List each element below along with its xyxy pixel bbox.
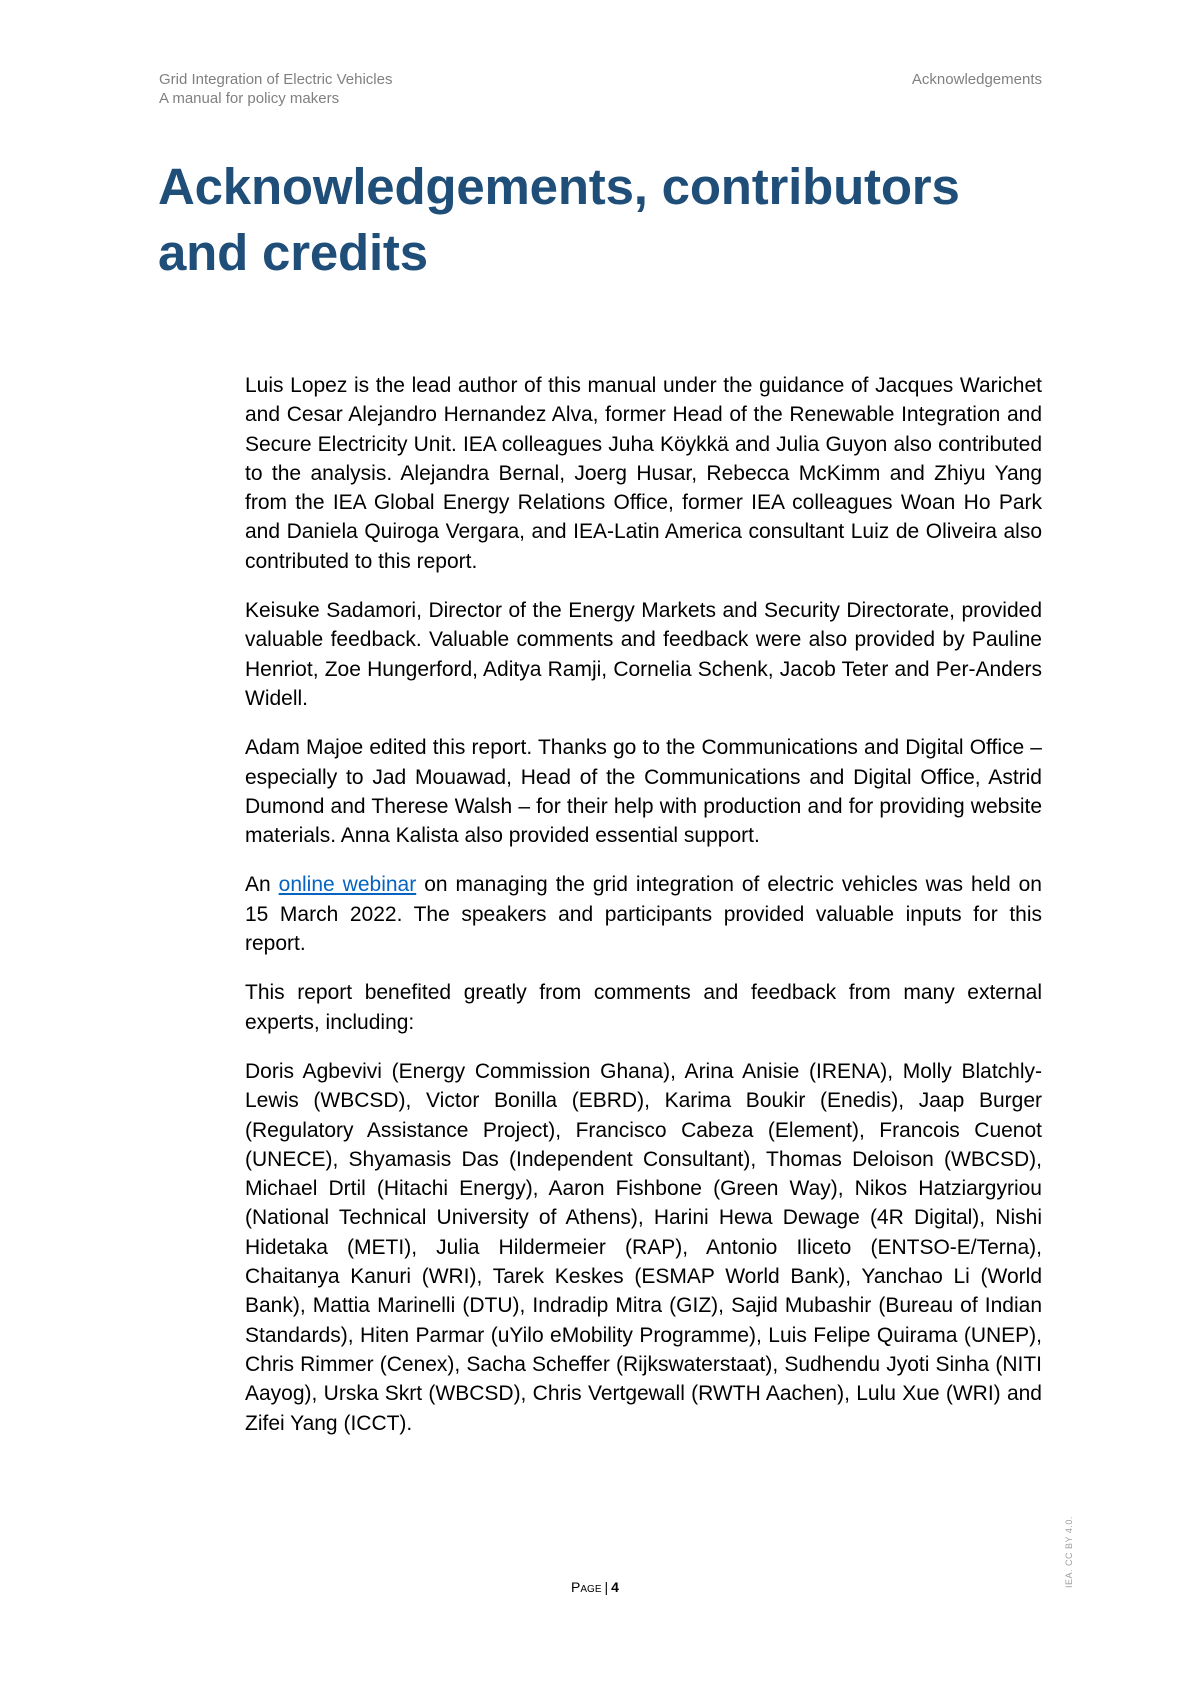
- acknowledgements-body: [245, 371, 1042, 1458]
- paragraph-external-intro: This report benefited greatly from comments and feedback from many external experts, including:: [245, 981, 1042, 1034]
- webinar-suffix: on managing the grid integration of electric vehicles was held on 15 March 2022. The speakers and participants provided valuable inputs for this report.: [245, 873, 1042, 956]
- paragraph-feedback: Keisuke Sadamori, Director of the Energy Markets and Security Directorate, provided valuable feedback. Valuable comments and feedback were also provided by Pauline Henriot, Zoe Hungerford, Aditya Ramji, Cornelia Schenk, Jacob Teter and Per-Anders Widell.: [245, 599, 1042, 710]
- page-separator: |: [604, 1579, 609, 1595]
- page-label: Page: [571, 1579, 602, 1595]
- license-notice: IEA. CC BY 4.0.: [1064, 1516, 1074, 1588]
- paragraph-authors: Luis Lopez is the lead author of this manual under the guidance of Jacques Warichet and Cesar Alejandro Hernandez Alva, former Head of the Renewable Integration and Secure Electricity Unit. IEA colleagues Juha Köykkä and Julia Guyon also contributed to the analysis. Alejandra Bernal, Joerg Husar, Rebecca McKimm and Zhiyu Yang from the IEA Global Energy Relations Office, former IEA colleagues Woan Ho Park and Daniela Quiroga Vergara, and IEA-Latin America consultant Luiz de Oliveira also contributed to this report.: [245, 374, 1042, 573]
- paragraph-editing: Adam Majoe edited this report. Thanks go to the Communications and Digital Office – especially to Jad Mouawad, Head of the Communications and Digital Office, Astrid Dumond and Therese Walsh – for their help with production and for providing website materials. Anna Kalista also provided essential support.: [245, 736, 1042, 848]
- running-header-section: Acknowledgements: [911, 71, 1042, 88]
- page-footer: [0, 1578, 1190, 1596]
- page-number: 4: [611, 1579, 619, 1595]
- webinar-prefix: An: [245, 873, 271, 897]
- document-subtitle: A manual for policy makers: [159, 90, 340, 107]
- page-title: Acknowledgements, contributors and credits: [158, 158, 960, 281]
- paragraph-webinar: [245, 870, 1042, 958]
- online-webinar-link[interactable]: online webinar: [278, 873, 417, 897]
- running-header-left: [159, 70, 392, 108]
- document-title: Grid Integration of Electric Vehicles: [159, 71, 393, 88]
- paragraph-external-experts: Doris Agbevivi (Energy Commission Ghana), Arina Anisie (IRENA), Molly Blatchly-Lewis (WBCSD), Victor Bonilla (EBRD), Karima Boukir (Enedis), Jaap Burger (Regulatory Assistance Project), Francisco Cabeza (Element), Francois Cuenot (UNECE), Shyamasis Das (Independent Consultant), Thomas Deloison (WBCSD), Michael Drtil (Hitachi Energy), Aaron Fishbone (Green Way), Nikos Hatziargyriou (National Technical University of Athens), Harini Hewa Dewage (4R Digital), Nishi Hidetaka (METI), Julia Hildermeier (RAP), Antonio Iliceto (ENTSO-E/Terna), Chaitanya Kanuri (WRI), Tarek Keskes (ESMAP World Bank), Yanchao Li (World Bank), Mattia Marinelli (DTU), Indradip Mitra (GIZ), Sajid Mubashir (Bureau of Indian Standards), Hiten Parmar (uYilo eMobility Programme), Luis Felipe Quirama (UNEP), Chris Rimmer (Cenex), Sacha Scheffer (Rijkswaterstaat), Sudhendu Jyoti Sinha (NITI Aayog), Urska Skrt (WBCSD), Chris Vertgewall (RWTH Aachen), Lulu Xue (WRI) and Zifei Yang (ICCT).: [245, 1059, 1042, 1435]
